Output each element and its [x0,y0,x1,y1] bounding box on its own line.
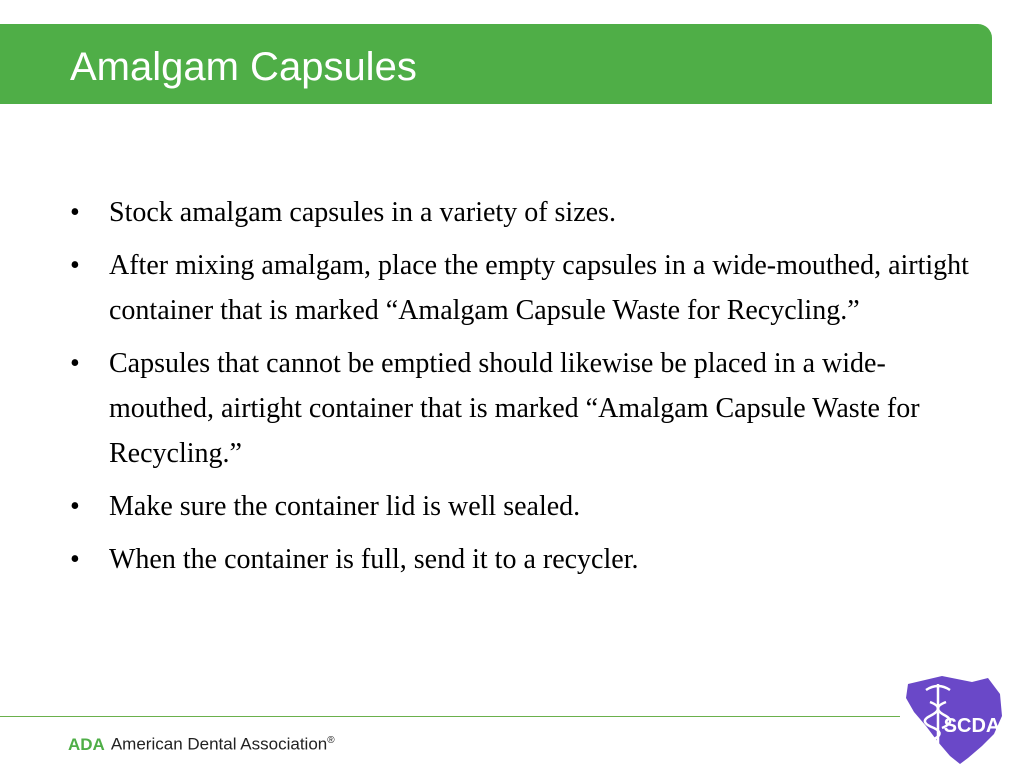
bullet-marker: • [70,197,80,228]
bullet-marker: • [70,250,80,281]
bullet-marker: • [70,491,80,522]
bullet-text: After mixing amalgam, place the empty capsules in a wide-mouthed, airtight container that is marked “Amalgam Capsule Waste for Recycling.” [109,250,969,326]
bullet-text: Capsules that cannot be emptied should likewise be placed in a wide-mouthed, airtight container that is marked “Amalgam Capsule Waste for Recycling.” [109,348,920,469]
title-bar [0,24,992,104]
bullet-marker: • [70,348,80,379]
bullet-list [70,190,970,590]
bullet-marker: • [70,544,80,575]
bullet-item [70,243,970,333]
badge-text: SCDA [943,715,1001,737]
ada-logo-name: American Dental Association [110,734,328,754]
ada-logo [68,730,335,756]
registered-mark: ® [327,735,335,746]
bullet-text: When the container is full, send it to a recycler. [109,544,639,575]
scda-logo [902,672,1006,766]
bullet-item [70,537,970,582]
bullet-text: Make sure the container lid is well sealed. [109,491,581,522]
bullet-text: Stock amalgam capsules in a variety of sizes. [109,197,616,228]
slide-title: Amalgam Capsules [70,45,417,89]
bullet-item [70,484,970,529]
ada-logo-abbrev: ADA [68,734,105,754]
footer-divider [0,716,900,717]
bullet-item [70,190,970,235]
bullet-item [70,341,970,476]
